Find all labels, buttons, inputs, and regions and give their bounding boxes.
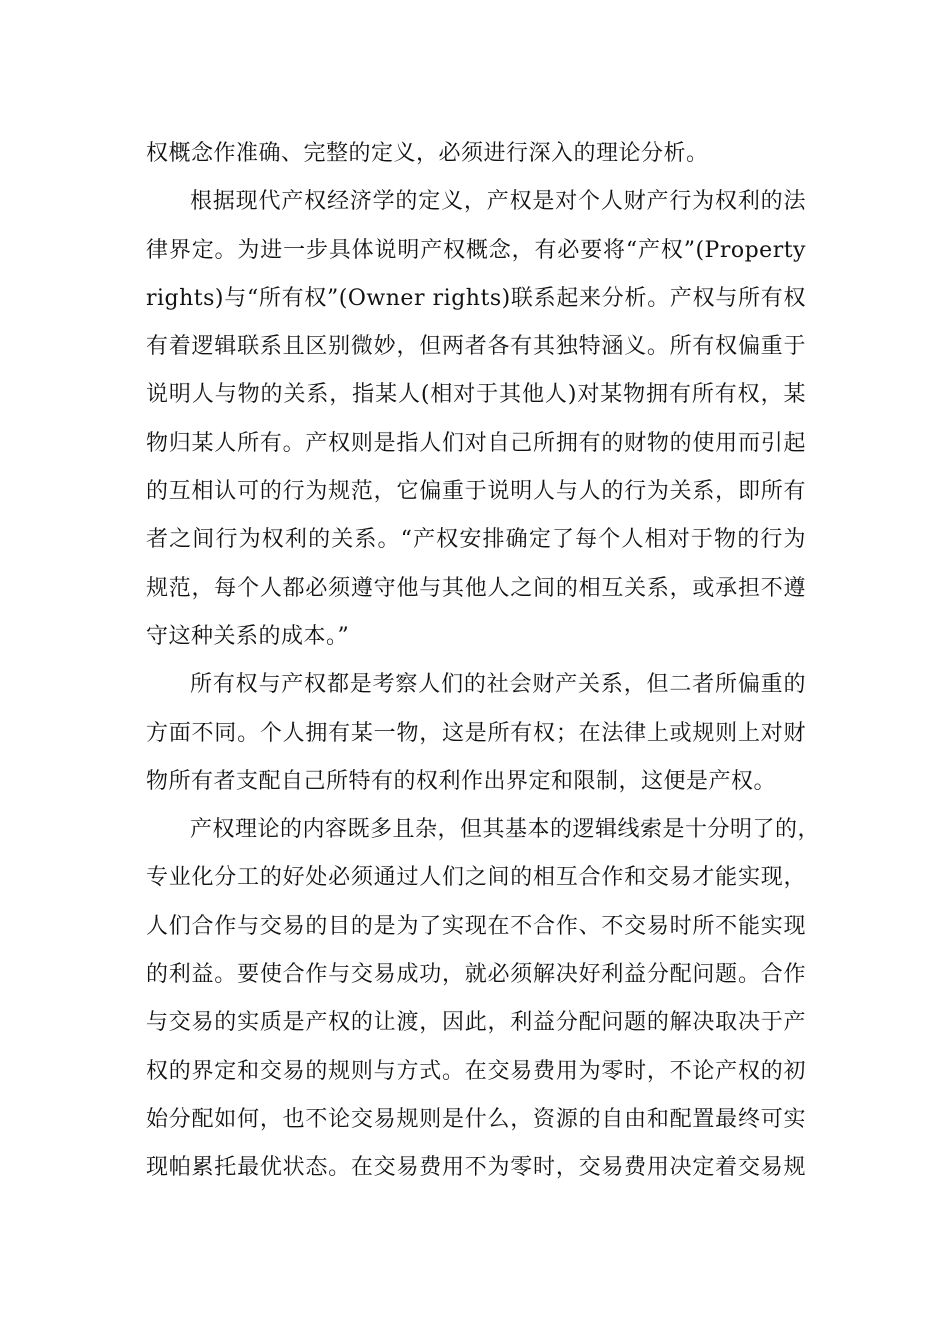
text-line: 方面不同。个人拥有某一物，这是所有权；在法律上或规则上对财 bbox=[146, 720, 806, 746]
text-line: 专业化分工的好处必须通过人们之间的相互合作和交易才能实现， bbox=[146, 865, 806, 891]
text-line: 始分配如何，也不论交易规则是什么，资源的自由和配置最终可实 bbox=[146, 1106, 806, 1132]
text-line: 规范，每个人都必须遵守他与其他人之间的相互关系，或承担不遵 bbox=[146, 575, 806, 601]
text-line: 者之间行为权利的关系。“产权安排确定了每个人相对于物的行为 bbox=[146, 527, 806, 553]
text-line: 说明人与物的关系，指某人(相对于其他人)对某物拥有所有权，某 bbox=[146, 382, 806, 408]
text-line: rights)与“所有权”(Owner rights)联系起来分析。产权与所有权 bbox=[146, 285, 806, 311]
body-text bbox=[146, 130, 821, 1193]
text-line: 权概念作准确、完整的定义，必须进行深入的理论分析。 bbox=[146, 141, 709, 166]
text-line: 权的界定和交易的规则与方式。在交易费用为零时，不论产权的初 bbox=[146, 1058, 806, 1084]
text-line: 的利益。要使合作与交易成功，就必须解决好利益分配问题。合作 bbox=[146, 962, 806, 988]
paragraph-first-line: 根据现代产权经济学的定义，产权是对个人财产行为权利的法 bbox=[190, 189, 806, 215]
paragraph-first-line: 产权理论的内容既多且杂，但其基本的逻辑线索是十分明了的， bbox=[190, 817, 821, 843]
text-line: 人们合作与交易的目的是为了实现在不合作、不交易时所不能实现 bbox=[146, 913, 806, 939]
text-line: 守这种关系的成本。” bbox=[146, 623, 350, 649]
text-line: 物所有者支配自己所特有的权利作出界定和限制，这便是产权。 bbox=[146, 768, 777, 794]
text-line: 律界定。为进一步具体说明产权概念，有必要将“产权”(Property bbox=[146, 237, 806, 263]
text-line: 物归某人所有。产权则是指人们对自己所拥有的财物的使用而引起 bbox=[146, 430, 806, 456]
text-line: 有着逻辑联系且区别微妙，但两者各有其独特涵义。所有权偏重于 bbox=[146, 334, 806, 360]
paragraph-first-line: 所有权与产权都是考察人们的社会财产关系，但二者所偏重的 bbox=[190, 672, 806, 698]
text-line: 现帕累托最优状态。在交易费用不为零时，交易费用决定着交易规 bbox=[146, 1155, 806, 1181]
text-line: 与交易的实质是产权的让渡，因此，利益分配问题的解决取决于产 bbox=[146, 1010, 806, 1036]
text-line: 的互相认可的行为规范，它偏重于说明人与人的行为关系，即所有 bbox=[146, 479, 806, 505]
